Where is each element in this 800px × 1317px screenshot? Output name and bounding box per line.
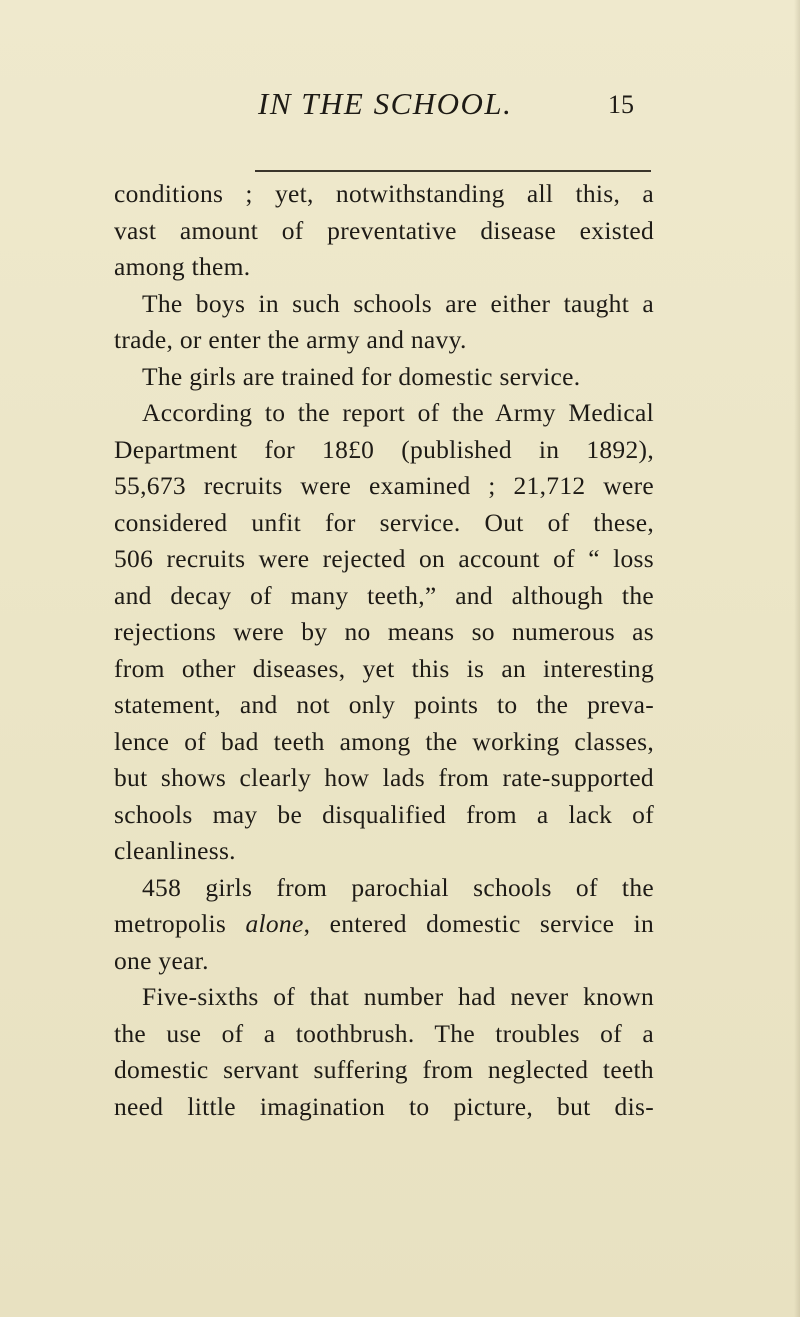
italic-emphasis: alone xyxy=(245,909,304,938)
text-line: need little imagination to picture, but dis- xyxy=(114,1091,654,1121)
text-line: The girls are trained for domestic service. xyxy=(142,361,581,391)
page-edge-shadow xyxy=(794,0,800,1317)
running-title: IN THE SCHOOL. xyxy=(258,86,513,121)
text-line: schools may be disqualified from a lack of xyxy=(114,799,654,829)
text-line: and decay of many teeth,” and although the xyxy=(114,580,654,610)
text-fragment: metropolis xyxy=(114,909,246,938)
text-line: domestic servant suffering from neglected teeth xyxy=(114,1055,654,1084)
text-line: According to the report of the Army Medical xyxy=(142,398,654,427)
text-line: lence of bad teeth among the working classes, xyxy=(114,726,654,756)
text-line: 458 girls from parochial schools of the xyxy=(142,872,654,902)
text-line: but shows clearly how lads from rate-supported xyxy=(114,763,654,792)
running-head xyxy=(0,86,800,126)
text-line: Five-sixths of that number had never known xyxy=(142,982,654,1011)
text-line: considered unfit for service. Out of these, xyxy=(114,507,654,537)
text-line: 506 recruits were rejected on account of “ loss xyxy=(114,544,654,573)
text-line: cleanliness. xyxy=(114,836,236,865)
text-line: rejections were by no means so numerous as xyxy=(114,617,654,646)
text-line-mixed xyxy=(114,906,654,943)
text-line: 55,673 recruits were examined ; 21,712 were xyxy=(114,471,654,500)
header-rule xyxy=(255,170,651,172)
text-line: from other diseases, yet this is an interesting xyxy=(114,653,654,683)
text-line: trade, or enter the army and navy. xyxy=(114,325,467,354)
body-text xyxy=(114,176,654,1125)
text-line: Department for 18£0 (published in 1892), xyxy=(114,434,654,464)
text-line: one year. xyxy=(114,945,209,975)
text-line: conditions ; yet, notwithstanding all this, a xyxy=(114,179,654,208)
text-line: statement, and not only points to the preva- xyxy=(114,690,654,719)
text-fragment: , entered domestic service in xyxy=(303,909,655,938)
page-number: 15 xyxy=(608,90,634,119)
text-line: among them. xyxy=(114,252,251,281)
text-line: the use of a toothbrush. The troubles of a xyxy=(114,1018,654,1048)
text-line: The boys in such schools are either taught a xyxy=(142,288,654,318)
text-line: vast amount of preventative disease existed xyxy=(114,215,654,245)
